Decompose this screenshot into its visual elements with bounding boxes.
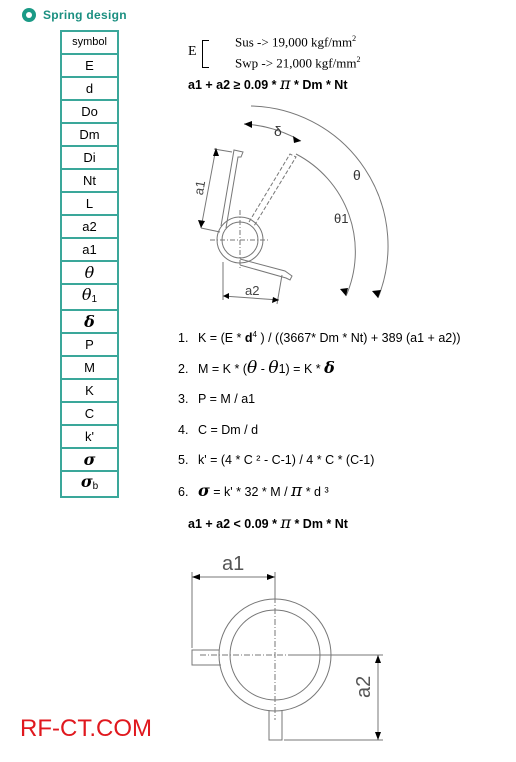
condition-ge-right: * Dm * Nt	[294, 78, 348, 92]
formula-3-number: 3.	[178, 392, 189, 406]
symbol-cell: Do	[61, 100, 118, 123]
formula-5-text: k' = (4 * C ² - C-1) / 4 * C * (C-1)	[198, 453, 375, 467]
symbol-cell: d	[61, 77, 118, 100]
theta1-subscript: 1	[91, 294, 98, 305]
formula-5-number: 5.	[178, 453, 189, 467]
condition-ge-left: a1 + a2 ≥ 0.09 *	[188, 78, 277, 92]
formula-1-number: 1.	[178, 331, 189, 346]
section-title: Spring design	[43, 8, 127, 22]
formula-1-part-a: K = (E *	[198, 331, 245, 346]
condition-lt-right: * Dm * Nt	[294, 517, 348, 531]
theta-label: θ	[353, 167, 361, 183]
formula-1-part-b: ) / ((3667* Dm * Nt) + 389 (a1 + a2))	[257, 331, 461, 346]
formula-4-text: C = Dm / d	[198, 423, 259, 437]
material-sus-text: Sus -> 19,000 kgf/mm	[235, 34, 353, 50]
symbol-cell: Dm	[61, 123, 118, 146]
material-swp-exp: 2	[356, 55, 361, 64]
symbol-cell: Di	[61, 146, 118, 169]
formula-2-delta: δ	[324, 358, 335, 377]
delta-label: δ	[274, 123, 282, 139]
left-leg	[192, 650, 221, 665]
formula-1-d: d	[244, 331, 253, 346]
symbol-cell: L	[61, 192, 118, 215]
formula-6-sigma: σ	[198, 481, 210, 500]
pi-symbol: π	[280, 513, 291, 532]
a2-label: a2	[245, 283, 260, 298]
a1-label: a1	[190, 179, 209, 197]
symbol-cell: Nt	[61, 169, 118, 192]
symbol-cell: a2	[61, 215, 118, 238]
theta1-label: θ1	[334, 211, 349, 226]
symbol-cell: C	[61, 402, 118, 425]
sigma-symbol: σ	[83, 449, 96, 469]
formula-2-minus: -	[257, 362, 269, 376]
pi-symbol: π	[280, 74, 291, 93]
formula-2-theta: θ	[246, 358, 258, 378]
formula-6-number: 6.	[178, 485, 189, 499]
formula-6-part-a: = k' * 32 * M /	[209, 485, 292, 499]
material-label: E	[188, 44, 197, 59]
formula-2-part-b: 1) = K *	[278, 362, 325, 376]
condition-lt-left: a1 + a2 < 0.09 *	[188, 517, 277, 531]
symbol-cell: k'	[61, 425, 118, 448]
symbol-cell: P	[61, 333, 118, 356]
symbol-cell: E	[61, 54, 118, 77]
formula-1-exponent: 4	[252, 330, 257, 339]
material-swp-text: Swp -> 21,000 kgf/mm	[235, 55, 357, 71]
formula-2-part-a: M = K * (	[198, 362, 247, 376]
delta-symbol: δ	[84, 311, 95, 331]
formula-2-theta1: θ	[268, 358, 279, 378]
material-sus-exp: 2	[352, 34, 357, 43]
a2-dimension-label: a2	[353, 675, 375, 698]
formula-3-text: P = M / a1	[198, 392, 256, 406]
symbol-cell: a1	[61, 238, 118, 261]
a1-dimension-label: a1	[222, 553, 245, 575]
sigma-b-symbol: σ	[80, 472, 93, 491]
formula-6-pi: π	[291, 481, 303, 501]
symbol-table-header: symbol	[61, 31, 118, 54]
bottom-leg	[269, 710, 282, 740]
formula-4-number: 4.	[178, 423, 189, 437]
theta1-symbol: θ	[81, 285, 92, 304]
theta-symbol: θ	[84, 262, 95, 282]
site-logo: RF-CT.COM	[20, 715, 152, 742]
symbol-cell: K	[61, 379, 118, 402]
formula-6-part-b: * d ³	[302, 485, 329, 499]
sigma-b-subscript: b	[92, 481, 99, 492]
formula-2-number: 2.	[178, 362, 189, 376]
symbol-cell: M	[61, 356, 118, 379]
